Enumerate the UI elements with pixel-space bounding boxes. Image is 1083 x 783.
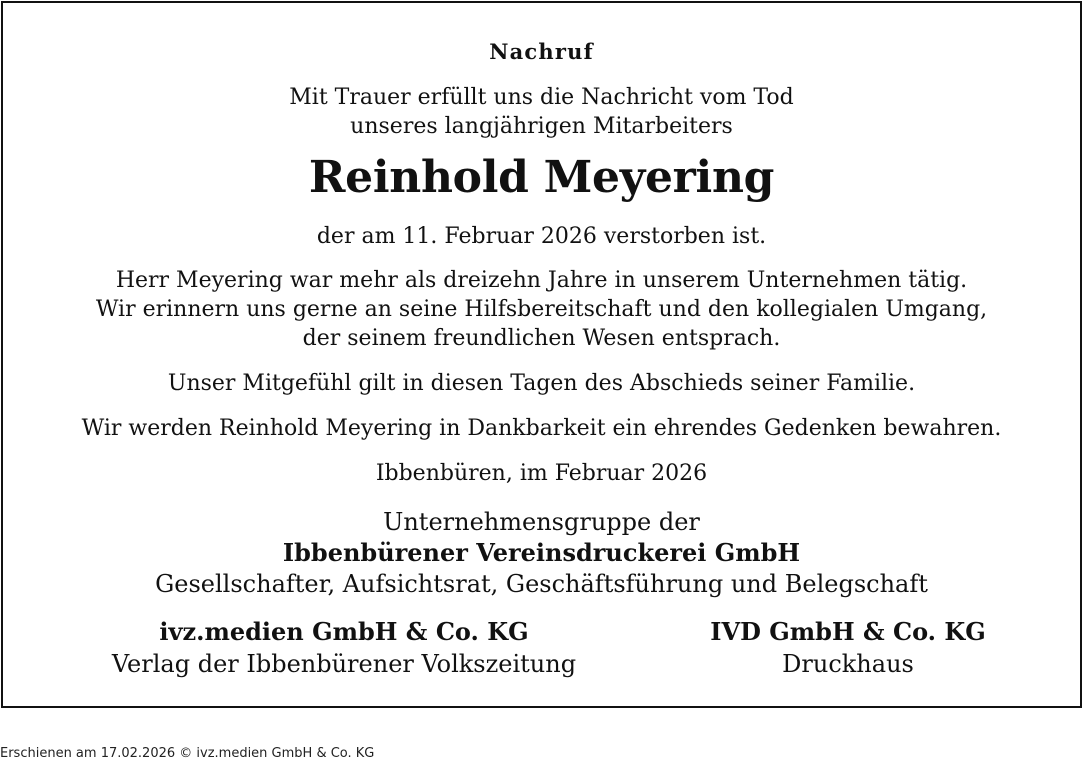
obituary-notice — [1, 1, 1082, 708]
tribute-line: Herr Meyering war mehr als dreizehn Jahre in unserem Unternehmen tätig. — [115, 268, 968, 293]
place-date-line: Ibbenbüren, im Februar 2026 — [375, 461, 708, 486]
notice-heading: Nachruf — [489, 39, 594, 64]
deceased-name: Reinhold Meyering — [308, 152, 775, 203]
signature-group-members: Gesellschafter, Aufsichtsrat, Geschäftsführung und Belegschaft — [155, 570, 928, 598]
tribute-line: der seinem freundlichen Wesen entsprach. — [302, 326, 781, 351]
company-description: Druckhaus — [782, 650, 914, 678]
memory-line: Wir werden Reinhold Meyering in Dankbarkeit ein ehrendes Gedenken bewahren. — [81, 416, 1002, 441]
company-description: Verlag der Ibbenbürener Volkszeitung — [111, 650, 577, 678]
intro-line: Mit Trauer erfüllt uns die Nachricht vom Tod — [289, 85, 794, 110]
signature-group-intro: Unternehmensgruppe der — [383, 508, 700, 536]
signature-group-company: Ibbenbürener Vereinsdruckerei GmbH — [282, 538, 801, 567]
publication-footer: Erschienen am 17.02.2026 © ivz.medien GmbH & Co. KG — [0, 746, 375, 761]
tribute-line: Wir erinnern uns gerne an seine Hilfsbereitschaft und den kollegialen Umgang, — [95, 297, 988, 322]
date-of-death-line: der am 11. Februar 2026 verstorben ist. — [316, 224, 767, 249]
company-name: ivz.medien GmbH & Co. KG — [159, 617, 529, 646]
company-name: IVD GmbH & Co. KG — [710, 617, 986, 646]
intro-line: unseres langjährigen Mitarbeiters — [350, 114, 733, 139]
sympathy-line: Unser Mitgefühl gilt in diesen Tagen des Abschieds seiner Familie. — [167, 371, 916, 396]
